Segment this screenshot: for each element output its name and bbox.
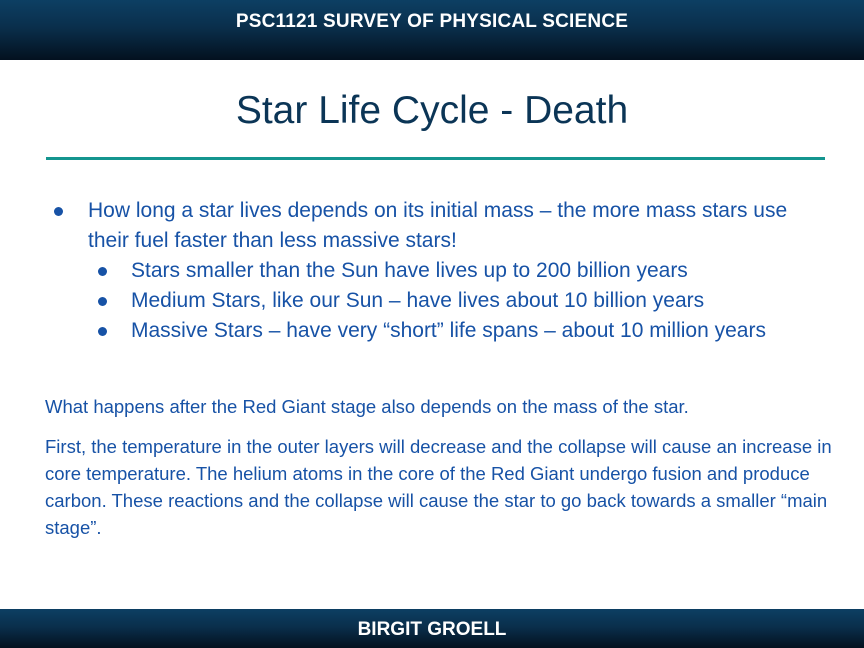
course-title: PSC1121 SURVEY OF PHYSICAL SCIENCE	[235, 11, 629, 32]
bullet-dot-icon	[98, 267, 107, 276]
bullet-list	[0, 196, 864, 346]
title-divider	[46, 157, 825, 160]
sub-bullet-text: Massive Stars – have very “short” life spans – about 10 million years	[131, 319, 766, 342]
author-name: BIRGIT GROELL	[357, 619, 507, 640]
bullet-dot-icon	[54, 207, 63, 216]
bullet-text: How long a star lives depends on its initial mass – the more mass stars use their fuel faster than less massive stars!	[88, 199, 788, 252]
body-paragraph: What happens after the Red Giant stage also depends on the mass of the star.	[45, 396, 689, 417]
body-paragraph: First, the temperature in the outer layers will decrease and the collapse will cause an increase in core temperature. The helium atoms in the core of the Red Giant undergo fusion and produce carbon. These reactions and the collapse will cause the star to go back towards a smaller “main stage”.	[45, 436, 832, 538]
sub-bullet-text: Medium Stars, like our Sun – have lives about 10 billion years	[131, 289, 705, 312]
sub-bullet-item	[0, 316, 811, 346]
bullet-dot-icon	[98, 327, 107, 336]
bullet-dot-icon	[98, 297, 107, 306]
sub-bullet-text: Stars smaller than the Sun have lives up to 200 billion years	[131, 259, 688, 282]
sub-bullet-item	[0, 286, 811, 316]
slide-title: Star Life Cycle - Death	[235, 89, 629, 132]
bullet-item	[0, 196, 798, 256]
sub-bullet-item	[0, 256, 811, 286]
